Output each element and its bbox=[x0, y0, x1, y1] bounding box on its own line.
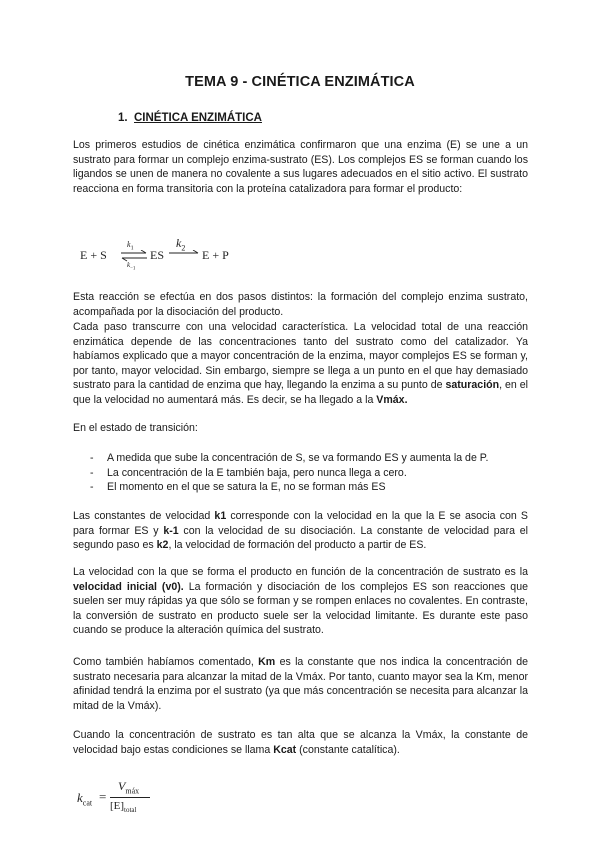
para4-text-c: corresponde con la velocidad en la que la E se asocia con S para formar ES y bbox=[73, 510, 528, 537]
para3-text-c: , en el que la velocidad no aumentará más. Es decir, se ha llegado a la bbox=[73, 379, 529, 406]
reaction-products: E + P bbox=[202, 248, 229, 262]
paragraph-intro: Los primeros estudios de cinética enzimática confirmaron que una enzima (E) se une a un sustrato para formar un complejo enzima-sustrato (ES). Los complejos ES se forman cuando los ligandos se unen de manera no covalente a sus lugares adecuados en el sitio activo. El sustrato reacciona en forma transitoria con la proteína catalizadora para formar el producto: bbox=[73, 139, 528, 195]
para3-text-a: Cada paso transcurre con una velocidad característica. La velocidad total de una reacción enzimática depende de las concentraciones tanto del sustrato como del catalizador. Ya habíamos explicado que a mayor concentración de la enzima, mayor complejos ES se forman y, por tanto, mayor velocidad. Sin embargo, siempre se llega a un punto en el que hay demasiado sustrato para la cantidad de enzima que hay, llegando la enzima a su punto de bbox=[73, 321, 528, 392]
rate-constant-k-1 bbox=[127, 261, 135, 271]
vmax-sub: máx bbox=[125, 786, 140, 796]
transition-list bbox=[90, 451, 530, 495]
section-title: CINÉTICA ENZIMÁTICA bbox=[134, 112, 262, 124]
para5-text-a: La velocidad con la que se forma el producto en función de la concentración de sustrato es la bbox=[73, 566, 528, 578]
k1-sub: 1 bbox=[130, 245, 134, 252]
para7-text-c: (constante catalítica). bbox=[296, 743, 400, 756]
fraction-bar bbox=[110, 797, 150, 798]
list-item bbox=[90, 466, 530, 481]
term-k-1: k-1 bbox=[163, 524, 179, 537]
term-k1: k1 bbox=[214, 510, 227, 522]
list-item-text: El momento en el que se satura la E, no se forman más ES bbox=[107, 481, 386, 494]
para4-text-g: , la velocidad de formación del producto a partir de ES. bbox=[168, 539, 427, 552]
section-number: 1. bbox=[118, 112, 128, 124]
section-heading bbox=[118, 112, 262, 124]
para4-text-a: Las constantes de velocidad bbox=[73, 510, 215, 522]
paragraph-two-steps: Esta reacción se efectúa en dos pasos distintos: la formación del complejo enzima sustrato, acompañada por la disociación del producto. bbox=[73, 291, 528, 318]
reaction-reactants: E + S bbox=[80, 248, 107, 262]
list-marker: - bbox=[90, 481, 94, 494]
reaction-complex: ES bbox=[150, 248, 165, 262]
enzyme-total-sub: total bbox=[124, 806, 137, 815]
paragraph-velocity bbox=[73, 320, 528, 408]
kcat-lhs bbox=[77, 790, 92, 808]
list-item bbox=[90, 480, 530, 495]
kcat-letter: k bbox=[77, 790, 83, 805]
paragraph-kcat bbox=[73, 728, 528, 757]
term-km: Km bbox=[258, 656, 276, 668]
term-k2: k2 bbox=[156, 539, 169, 552]
document-title: TEMA 9 - CINÉTICA ENZIMÁTICA bbox=[185, 74, 415, 90]
kcat-formula bbox=[77, 776, 197, 820]
forward-arrow-icon bbox=[168, 250, 200, 256]
para4-text-e: con la velocidad de su disociación. La constante de velocidad para el segundo paso es bbox=[73, 524, 528, 552]
term-v0: velocidad inicial (v0). bbox=[73, 580, 184, 593]
term-saturacion: saturación bbox=[445, 379, 500, 392]
para6-text-c: es la constante que nos indica la concentración de sustrato necesaria para alcanzar la mitad de la Vmáx. Por tanto, cuanto mayor sea la Km, menor afinidad tendrá la enzima por el sustrato (ya que más concentración se necesita para alcanzar la mitad de la Vmáx). bbox=[73, 656, 528, 712]
paragraph-km bbox=[73, 655, 528, 713]
list-item bbox=[90, 451, 530, 466]
list-item-text: La concentración de la E también baja, pero nunca llega a cero. bbox=[107, 466, 407, 479]
transition-intro: En el estado de transición: bbox=[73, 422, 198, 434]
list-marker: - bbox=[90, 452, 94, 464]
list-marker: - bbox=[90, 466, 94, 479]
reaction-equation bbox=[80, 232, 280, 272]
vmax-letter: V bbox=[118, 779, 126, 793]
kcat-sub: cat bbox=[82, 798, 93, 808]
k2-sub: 2 bbox=[181, 243, 186, 253]
paragraph-rate-constants bbox=[73, 509, 528, 553]
list-item-text: A medida que sube la concentración de S, se va formando ES y aumenta la de P. bbox=[107, 452, 489, 464]
km1-letter: k bbox=[127, 261, 131, 269]
kcat-denominator bbox=[110, 800, 137, 814]
km1-sub: −1 bbox=[130, 266, 136, 272]
k2-letter: k bbox=[176, 236, 182, 250]
para7-text-a: Cuando la concentración de sustrato es tan alta que se alcanza la Vmáx, la constante de velocidad bajo estas condiciones se llama bbox=[73, 729, 528, 756]
paragraph-initial-velocity bbox=[73, 565, 528, 638]
para6-text-a: Como también habíamos comentado, bbox=[73, 656, 259, 668]
para5-text-c: La formación y disociación de los complejos ES son reacciones que suelen ser muy rápidas ya que sólo se forman y se rompen enlaces no covalentes. En contraste, la conversión de sustrato en producto suele ser la velocidad limitante. Es durante este paso cuando se produce la alteración química del sustrato. bbox=[73, 580, 528, 637]
term-kcat: Kcat bbox=[273, 743, 297, 756]
k1-letter: k bbox=[127, 240, 131, 249]
kcat-numerator bbox=[118, 779, 139, 795]
term-vmax: Vmáx. bbox=[376, 393, 408, 406]
kcat-equals: = bbox=[99, 789, 107, 804]
enzyme-total-letter: [E] bbox=[110, 800, 125, 812]
